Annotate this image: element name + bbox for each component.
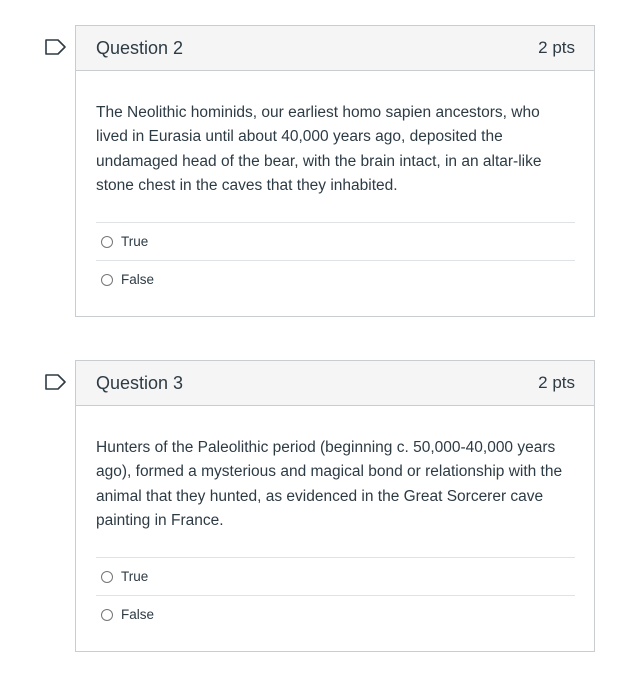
answer-option-true[interactable] [96, 558, 575, 596]
answer-option-false[interactable] [96, 596, 575, 633]
answer-label: False [121, 272, 155, 288]
radio-button-icon[interactable] [101, 609, 113, 621]
answer-option-false[interactable] [96, 261, 575, 298]
question-text: The Neolithic hominids, our earliest homo sapien ancestors, who lived in Eurasia until about 40,000 years ago, deposited the undamaged head of the bear, with the brain intact, in an altar-like stone chest in the caves that they inhabited. [96, 104, 542, 194]
question-points: 2 pts [538, 38, 575, 57]
flag-question-icon[interactable] [45, 374, 67, 390]
question-text: Hunters of the Paleolithic period (beginning c. 50,000-40,000 years ago), formed a mysterious and magical bond or relationship with the animal that they hunted, as evidenced in the Great Sorcerer cave painting in France. [96, 439, 563, 529]
question-header [76, 26, 594, 71]
question-title: Question 3 [96, 372, 184, 393]
question-card-2 [75, 25, 595, 317]
radio-button-icon[interactable] [101, 236, 113, 248]
flag-question-icon[interactable] [45, 39, 67, 55]
question-title: Question 2 [96, 37, 184, 58]
question-header [76, 361, 594, 406]
radio-button-icon[interactable] [101, 571, 113, 583]
radio-button-icon[interactable] [101, 274, 113, 286]
question-points: 2 pts [538, 373, 575, 392]
answer-label: True [121, 234, 149, 250]
answer-list [96, 557, 575, 633]
answer-label: True [121, 569, 149, 585]
answer-option-true[interactable] [96, 223, 575, 261]
answer-list [96, 222, 575, 298]
answer-label: False [121, 607, 155, 623]
question-card-3 [75, 360, 595, 652]
